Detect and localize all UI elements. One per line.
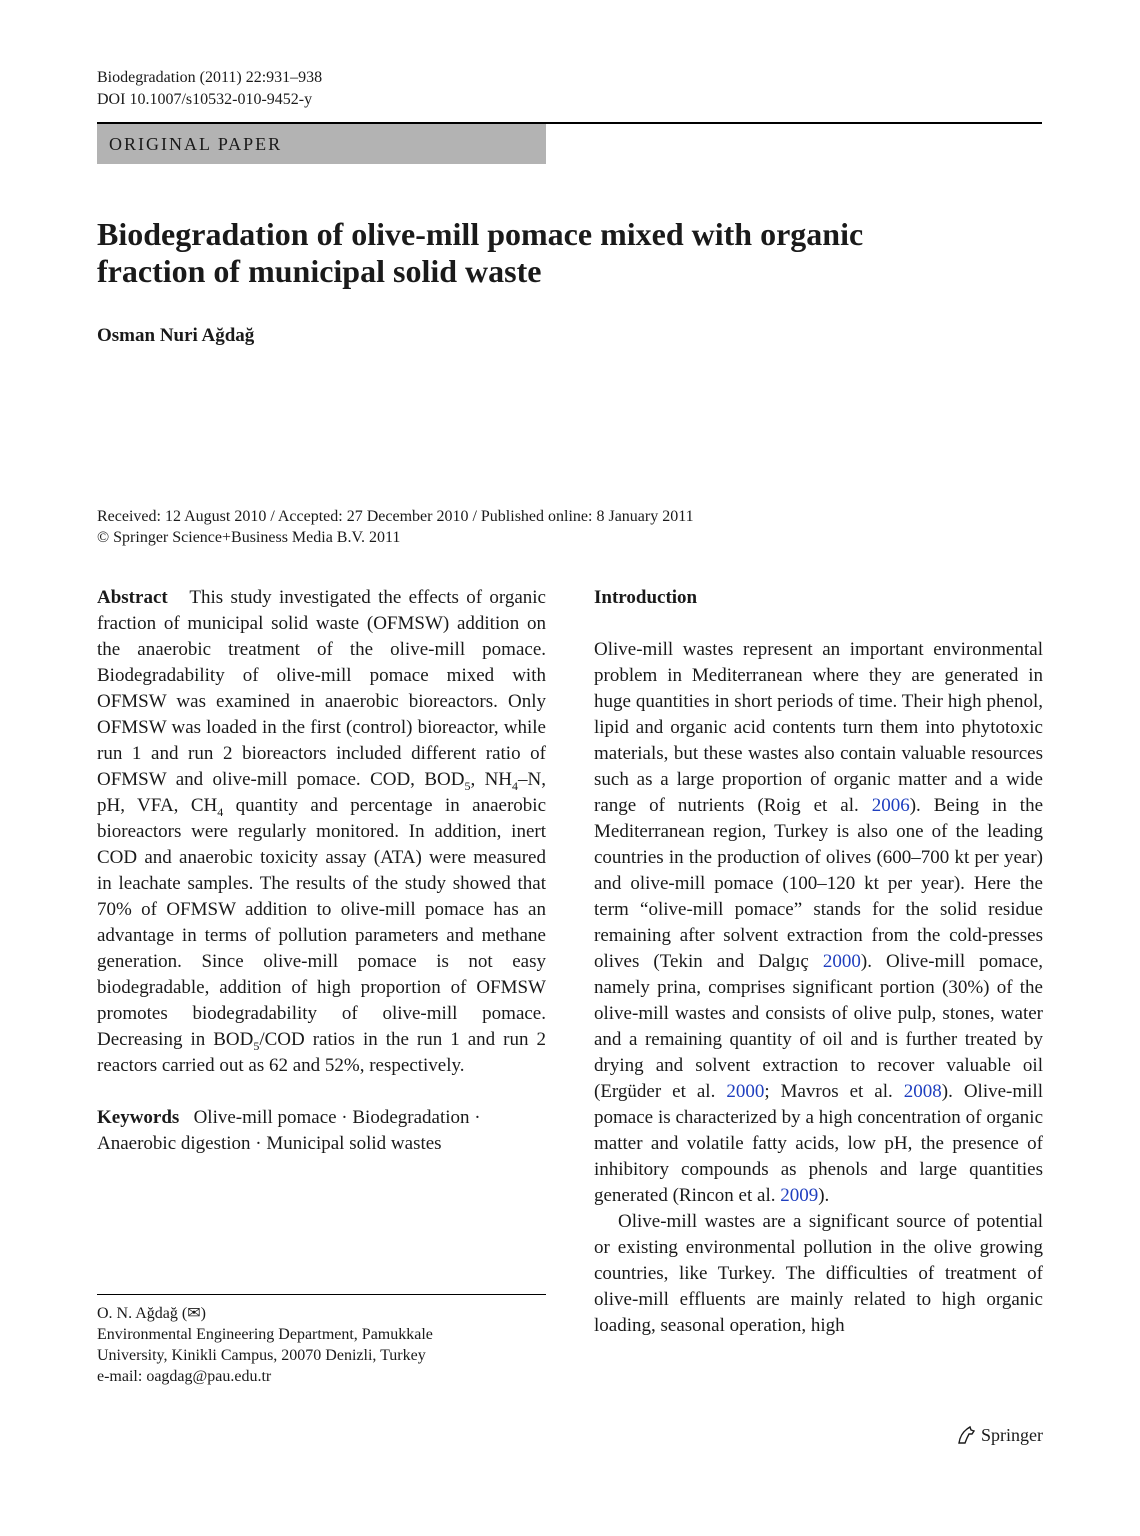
intro-text: ; Mavros et al. (764, 1081, 904, 1102)
footnote-affiliation-2: University, Kinikli Campus, 20070 Denizli, Turkey (97, 1347, 426, 1364)
keywords-label: Keywords (97, 1107, 180, 1128)
journal-citation: Biodegradation (2011) 22:931–938 (97, 69, 323, 86)
keywords-text: Olive-mill pomace · Biodegradation · Anaerobic digestion · Municipal solid wastes (97, 1107, 481, 1154)
publisher-logo (955, 1424, 1043, 1446)
footnote-affiliation-1: Environmental Engineering Department, Pamukkale (97, 1326, 433, 1343)
right-column (594, 585, 1043, 1339)
abstract-text-5: /COD ratios in the run 1 and run 2 reactors carried out as 62 and 52%, respectively. (97, 1029, 546, 1076)
introduction-paragraph-1 (594, 637, 1043, 1209)
intro-text: ). Olive-mill pomace is characterized by a high concentration of organic matter and volatile fatty acids, low pH, the presence of inhibitory compounds as phenols and large quantities generated (Rincon et al. (594, 1081, 1043, 1206)
abstract-text-4: quantity and percentage in anaerobic bioreactors were regularly monitored. In addition, inert COD and anaerobic toxicity assay (ATA) were measured in leachate samples. The results of the study showed that 70% of OFMSW addition to olive-mill pomace has an advantage in terms of pollution parameters and methane generation. Since olive-mill pomace is not easy biodegradable, addition of high proportion of OFMSW promotes biodegradability of olive-mill pomace. Decreasing in BOD (97, 795, 547, 1050)
author-footnote (97, 1303, 433, 1387)
footnote-author: O. N. Ağdağ (✉) (97, 1305, 206, 1322)
article-type-label: ORIGINAL PAPER (97, 124, 546, 164)
abstract-label: Abstract (97, 587, 168, 608)
citation-link[interactable]: 2009 (780, 1185, 819, 1206)
springer-horse-icon (955, 1424, 977, 1446)
copyright-line: © Springer Science+Business Media B.V. 2011 (97, 529, 401, 546)
subscript: 5 (253, 1038, 260, 1053)
abstract-text-1: This study investigated the effects of organic fraction of municipal solid waste (OFMSW) addition on the anaerobic treatment of the olive-mill pomace. Biodegradability of olive-mill pomace mixed with OFMSW was examined in anaerobic bioreactors. Only OFMSW was loaded in the first (control) bioreactor, while run 1 and run 2 bioreactors included different ratio of OFMSW and olive-mill pomace. COD, BOD (97, 587, 546, 790)
article-title (97, 216, 997, 290)
author-name: Osman Nuri Ağdağ (97, 325, 255, 346)
intro-text: Olive-mill wastes represent an important environmental problem in Mediterranean where they are generated in huge quantities in short periods of time. Their high phenol, lipid and organic acid contents turn them into phytotoxic materials, but these wastes also contain valuable resources such as a large proportion of organic matter and a wide range of nutrients (Roig et al. (594, 639, 1043, 816)
citation-link[interactable]: 2006 (871, 795, 910, 816)
publisher-name: Springer (981, 1424, 1043, 1445)
citation-link[interactable]: 2008 (903, 1081, 942, 1102)
intro-text: ). (818, 1185, 830, 1206)
title-line-1: Biodegradation of olive-mill pomace mixed with organic (97, 216, 864, 252)
intro-text: ). Olive-mill pomace, namely prina, comprises significant portion (30%) of the olive-mill wastes and consists of olive pulp, stones, water and a remaining quantity of oil and is further treated by drying and solvent extraction to recover valuable oil (Ergüder et al. (594, 951, 1044, 1102)
footnote-rule (97, 1294, 546, 1295)
abstract (97, 585, 546, 1079)
subscript: 4 (512, 778, 519, 793)
left-column (97, 585, 546, 1157)
abstract-text-3: –N, pH, VFA, CH (97, 769, 546, 816)
citation-link[interactable]: 2000 (822, 951, 861, 972)
title-line-2: fraction of municipal solid waste (97, 253, 542, 289)
abstract-text-2: , NH (470, 769, 513, 790)
subscript: 5 (464, 778, 471, 793)
journal-header (97, 67, 322, 111)
citation-link[interactable]: 2000 (726, 1081, 765, 1102)
keywords (97, 1105, 546, 1157)
subscript: 4 (217, 804, 224, 819)
footnote-email: e-mail: oagdag@pau.edu.tr (97, 1368, 272, 1385)
doi: DOI 10.1007/s10532-010-9452-y (97, 91, 313, 108)
intro-text: ). Being in the Mediterranean region, Turkey is also one of the leading countries in the production of olives (600–700 kt per year) and olive-mill pomace (100–120 kt per year). Here the term “olive-mill pomace” stands for the solid residue remaining after solvent extraction from the cold-presses olives (Tekin and Dalgıç (594, 795, 1043, 972)
publication-dates (97, 506, 997, 548)
introduction-heading: Introduction (594, 587, 698, 608)
introduction-paragraph-2: Olive-mill wastes are a significant source of potential or existing environmental pollution in the olive growing countries, like Turkey. The difficulties of treatment of olive-mill effluents are mainly related to high organic loading, seasonal operation, high (594, 1211, 1043, 1336)
received-accepted-line: Received: 12 August 2010 / Accepted: 27 December 2010 / Published online: 8 January 2011 (97, 508, 694, 525)
